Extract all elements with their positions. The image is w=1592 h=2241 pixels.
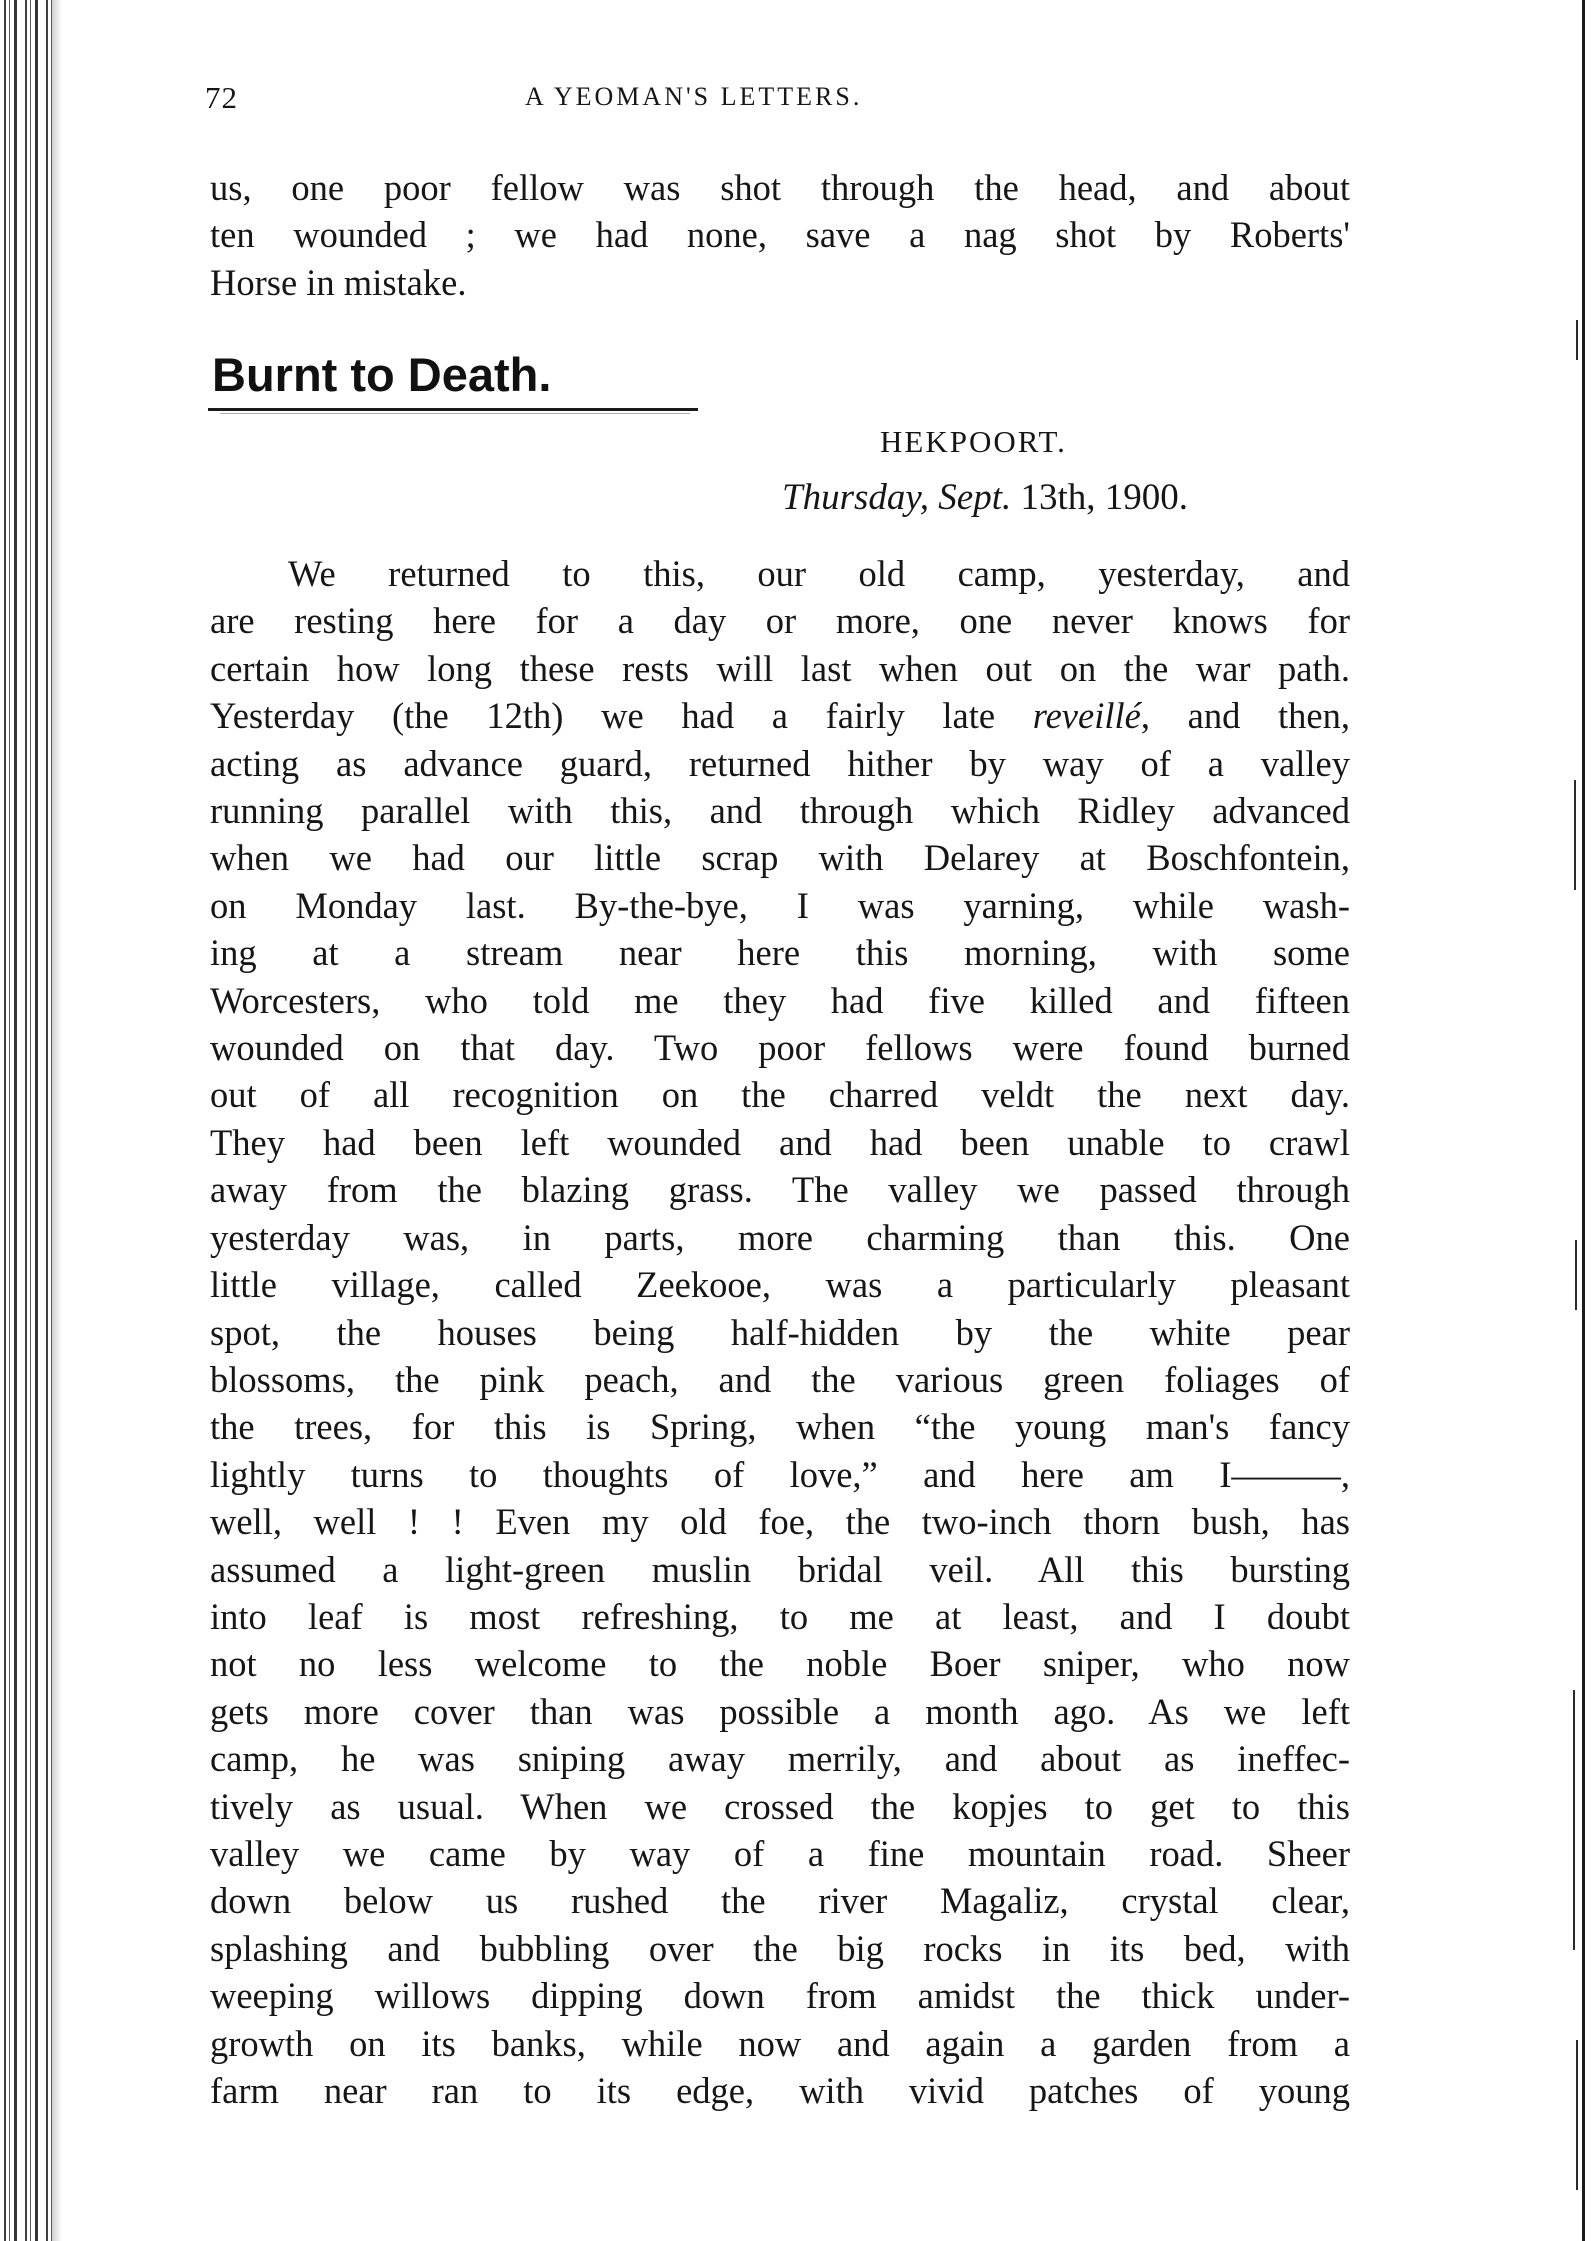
scan-edge-mark bbox=[1576, 2040, 1578, 2190]
text-line: are resting here for a day or more, one never knows for bbox=[210, 600, 1350, 642]
text-line: out of all recognition on the charred veldt the next day. bbox=[210, 1074, 1350, 1116]
text-line: gets more cover than was possible a month ago. As we left bbox=[210, 1690, 1350, 1732]
text-line: not no less welcome to the noble Boer sniper, who now bbox=[210, 1643, 1350, 1685]
scan-binding-shadow bbox=[52, 0, 62, 2241]
italic-word: reveillé bbox=[1032, 695, 1141, 737]
title-underline-shadow bbox=[220, 413, 690, 414]
text-line: ing at a stream near here this morning, with some bbox=[210, 932, 1350, 974]
text-line: assumed a light-green muslin bridal veil. All this bursting bbox=[210, 1548, 1350, 1590]
running-title: A YEOMAN'S LETTERS. bbox=[525, 82, 863, 111]
text-line: well, well ! ! Even my old foe, the two-inch thorn bush, has bbox=[210, 1501, 1350, 1543]
text-line: away from the blazing grass. The valley we passed through bbox=[210, 1169, 1350, 1211]
text-line: We returned to this, our old camp, yesterday, and bbox=[288, 553, 1350, 594]
scan-edge-mark bbox=[1576, 320, 1578, 360]
text-line: blossoms, the pink peach, and the various green foliages of bbox=[210, 1358, 1350, 1400]
text-line: running parallel with this, and through which Ridley advanced bbox=[210, 790, 1350, 832]
text-line: yesterday was, in parts, more charming than this. One bbox=[210, 1216, 1350, 1258]
text-line: lightly turns to thoughts of love,” and here am I———, bbox=[210, 1453, 1350, 1495]
text-line: us, one poor fellow was shot through the head, and about bbox=[210, 167, 1350, 208]
page-number: 72 bbox=[205, 80, 238, 115]
letter-place: HEKPOORT. bbox=[880, 424, 1067, 459]
text-line: camp, he was sniping away merrily, and about as ineffec- bbox=[210, 1738, 1350, 1780]
text-line: into leaf is most refreshing, to me at least, and I doubt bbox=[210, 1595, 1350, 1637]
date-num: 13th, bbox=[1020, 477, 1096, 518]
opening-paragraph bbox=[210, 164, 1350, 306]
text-line: little village, called Zeekooe, was a particularly pleasant bbox=[210, 1264, 1350, 1306]
text-line: when we had our little scrap with Delarey at Boschfontein, bbox=[210, 837, 1350, 879]
text-line: Horse in mistake. bbox=[210, 261, 467, 303]
letter-body bbox=[210, 550, 1350, 2114]
scan-binding-edge bbox=[0, 0, 52, 2241]
text-line: Worcesters, who told me they had five killed and fifteen bbox=[210, 979, 1350, 1021]
text-line: ten wounded ; we had none, save a nag shot by Roberts' bbox=[210, 214, 1350, 256]
text-line: wounded on that day. Two poor fellows were found burned bbox=[210, 1027, 1350, 1069]
text-line: down below us rushed the river Magaliz, crystal clear, bbox=[210, 1880, 1350, 1922]
text-line: acting as advance guard, returned hither by way of a valley bbox=[210, 742, 1350, 784]
text-line: farm near ran to its edge, with vivid patches of young bbox=[210, 2070, 1350, 2111]
text-line: weeping willows dipping down from amidst the thick under- bbox=[210, 1975, 1350, 2017]
scan-right-edge bbox=[1582, 0, 1585, 2241]
text-line: valley we came by way of a fine mountain road. Sheer bbox=[210, 1832, 1350, 1874]
running-head bbox=[205, 80, 1355, 120]
date-year: 1900. bbox=[1104, 477, 1188, 518]
scan-edge-mark bbox=[1575, 1240, 1577, 1310]
text-line: They had been left wounded and had been unable to crawl bbox=[210, 1121, 1350, 1163]
text-line: on Monday last. By-the-bye, I was yarning, while wash- bbox=[210, 884, 1350, 926]
date-month: Sept. bbox=[938, 477, 1012, 518]
text-line: spot, the houses being half-hidden by the white pear bbox=[210, 1311, 1350, 1353]
letter-date bbox=[782, 476, 1188, 519]
text-line: splashing and bubbling over the big rocks in its bed, with bbox=[210, 1927, 1350, 1969]
section-title: Burnt to Death. bbox=[212, 348, 552, 401]
scan-edge-mark bbox=[1574, 780, 1576, 890]
text-line: growth on its banks, while now and again a garden from a bbox=[210, 2022, 1350, 2064]
date-day: Thursday, bbox=[782, 477, 930, 518]
text-line: tively as usual. When we crossed the kopjes to get to this bbox=[210, 1785, 1350, 1827]
text-line: Yesterday (the 12th) we had a fairly late reveillé, and then, bbox=[210, 695, 1350, 737]
text-line: certain how long these rests will last when out on the war path. bbox=[210, 647, 1350, 689]
scan-edge-mark bbox=[1573, 1690, 1575, 1950]
text-line: the trees, for this is Spring, when “the young man's fancy bbox=[210, 1406, 1350, 1448]
title-underline bbox=[208, 408, 698, 411]
